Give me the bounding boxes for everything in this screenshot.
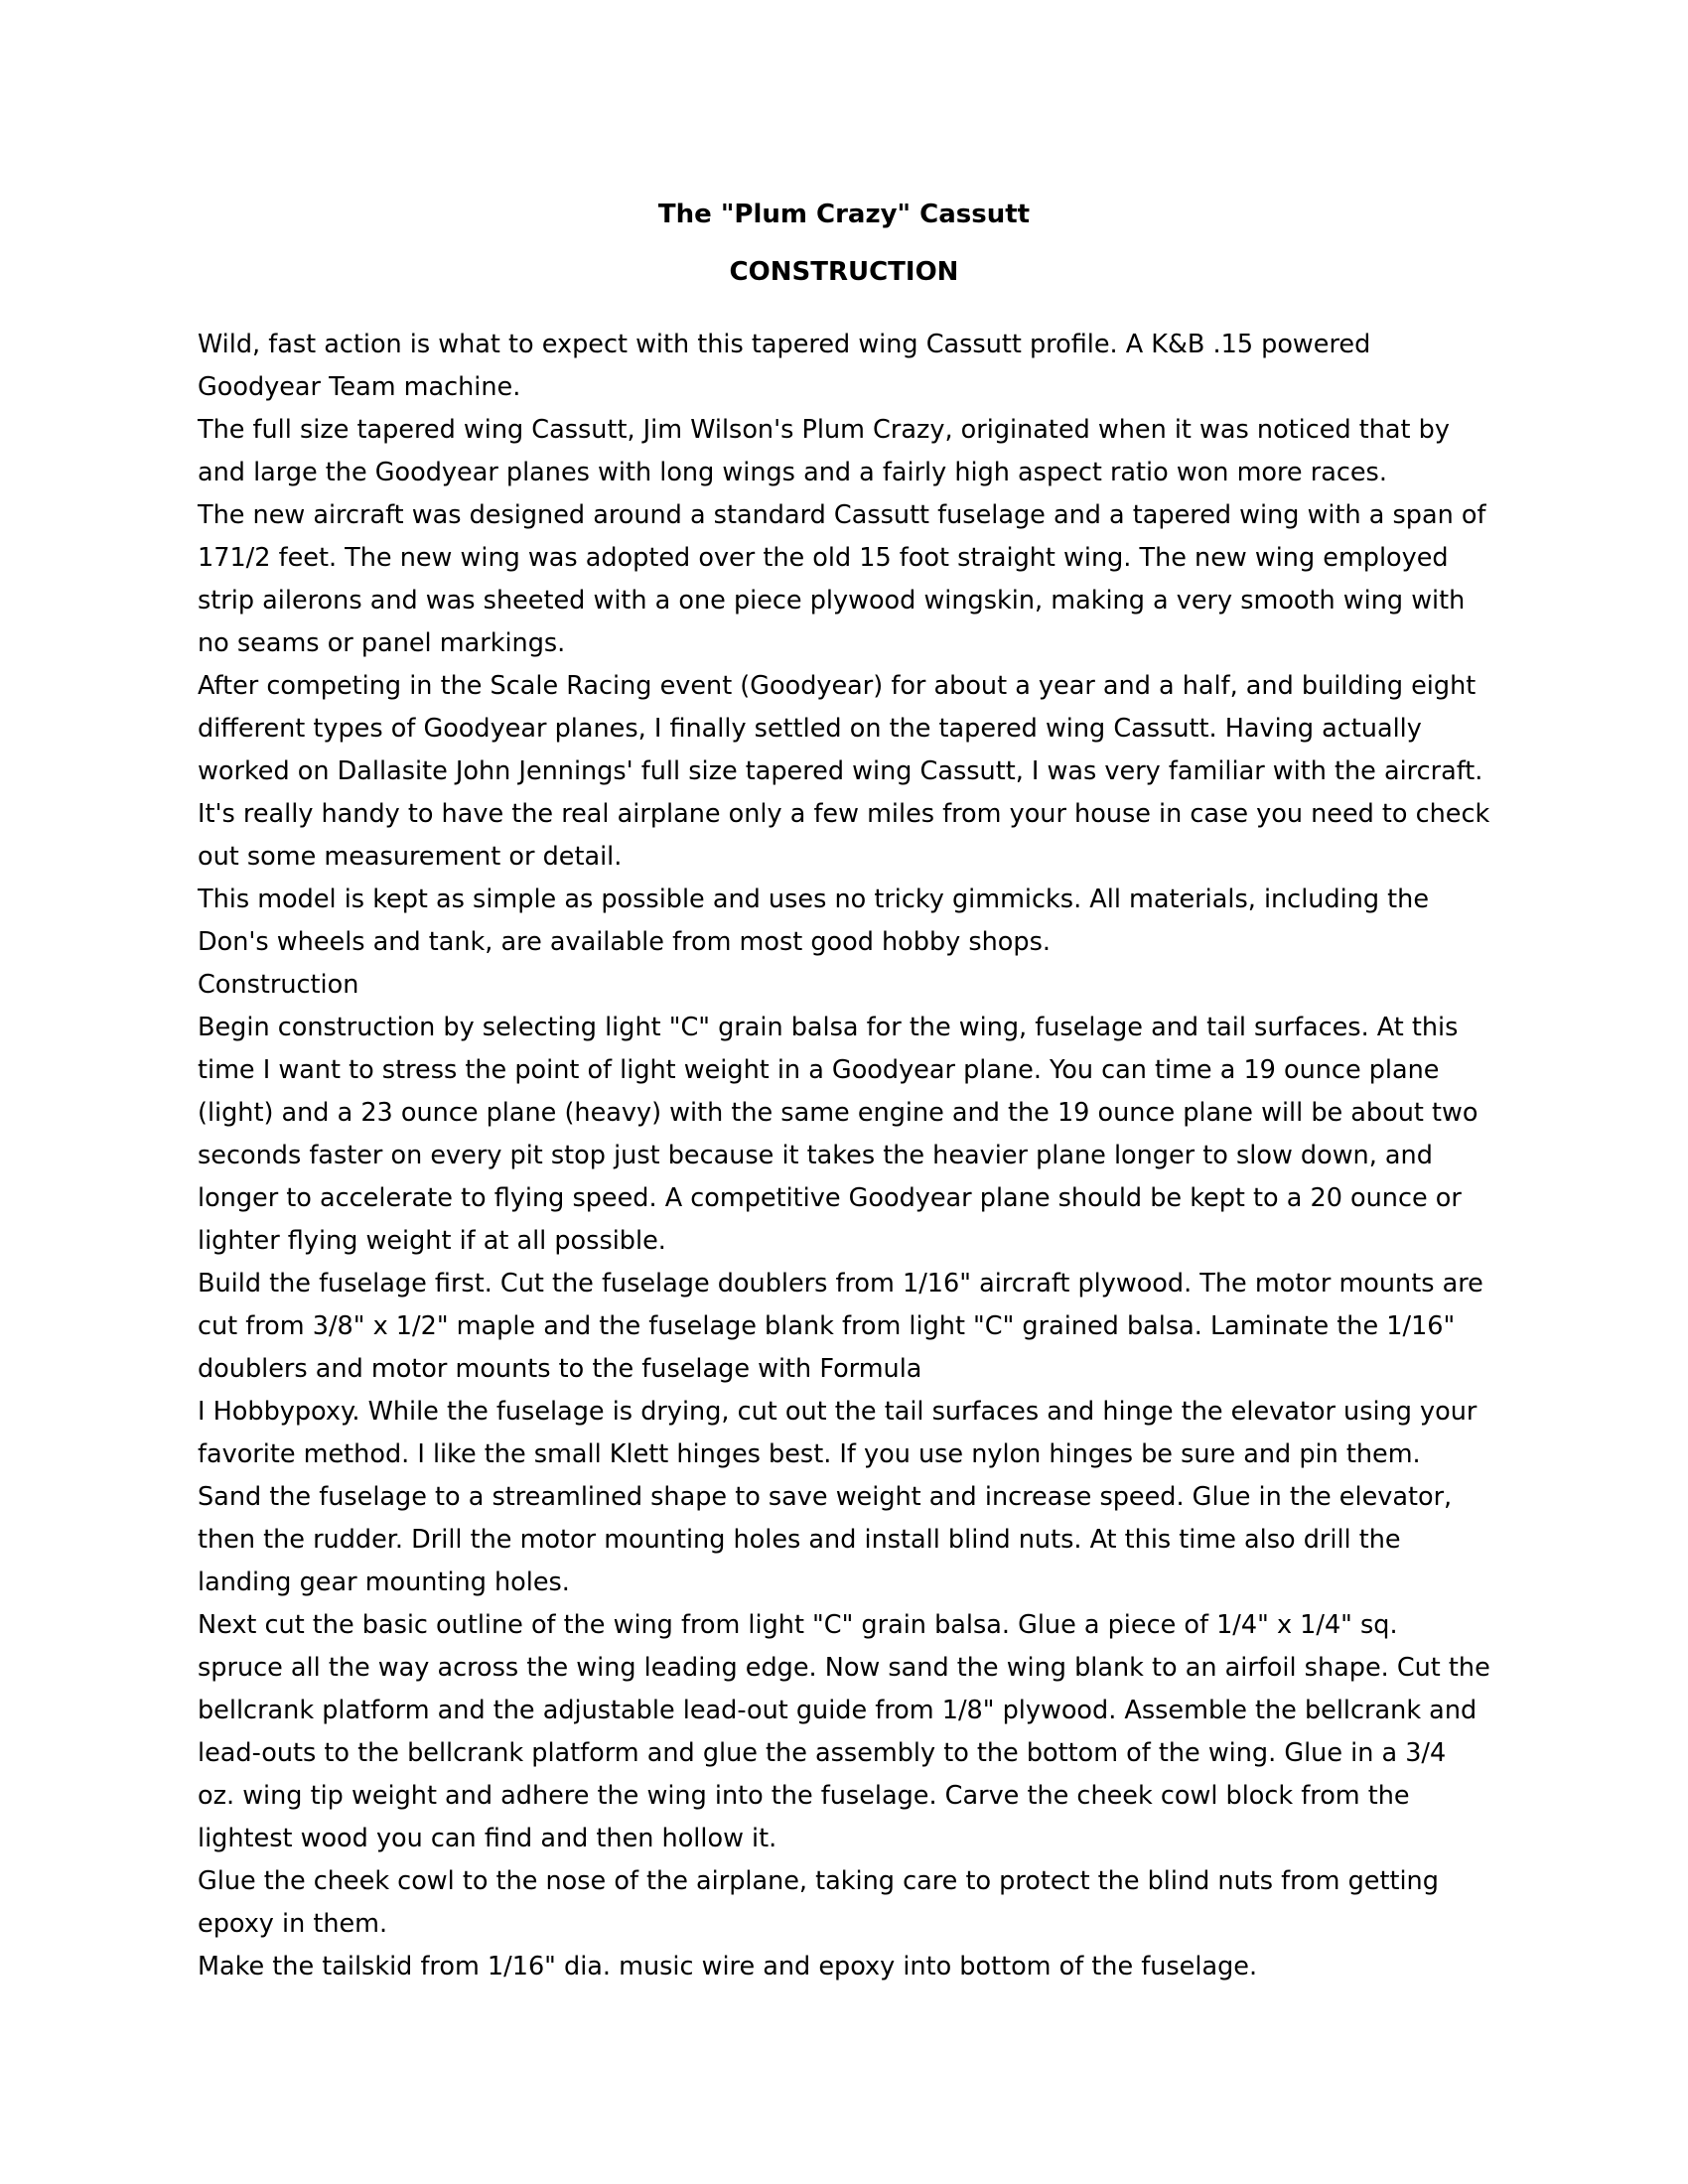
paragraph-origin: The full size tapered wing Cassutt, Jim Wilson's Plum Crazy, originated when it was noticed that by and large the Goodyear planes with long wings and a fairly high aspect ratio won more races. [198, 415, 1450, 487]
paragraph-tailskid: Make the tailskid from 1/16" dia. music wire and epoxy into bottom of the fuselage. [198, 1952, 1258, 1981]
paragraph-intro: Wild, fast action is what to expect with this tapered wing Cassutt profile. A K&B .15 powered Goodyear Team machine. [198, 330, 1371, 402]
paragraph-sanding: Sand the fuselage to a streamlined shape to save weight and increase speed. Glue in the elevator, then the rudder. Drill the motor mounting holes and install blind nuts. At this time also drill the landing gear mounting holes. [198, 1482, 1453, 1597]
paragraph-design: The new aircraft was designed around a standard Cassutt fuselage and a tapered wing with a span of 171/2 feet. The new wing was adopted over the old 15 foot straight wing. The new wing employed strip ailerons and was sheeted with a one piece plywood wingskin, making a very smooth wing with no seams or panel markings. [198, 500, 1486, 658]
document-title: The "Plum Crazy" Cassutt [657, 200, 1031, 229]
paragraph-cheek-cowl: Glue the cheek cowl to the nose of the airplane, taking care to protect the blind nuts from getting epoxy in them. [198, 1866, 1439, 1939]
paragraph-materials: This model is kept as simple as possible and uses no tricky gimmicks. All materials, including the Don's wheels and tank, are available from most good hobby shops. [198, 885, 1430, 957]
document-subtitle: CONSTRUCTION [729, 257, 959, 287]
paragraph-background: After competing in the Scale Racing event (Goodyear) for about a year and a half, and building eight different types of Goodyear planes, I finally settled on the tapered wing Cassutt. Having actually worked on Dallasite John Jennings' full size tapered wing Cassutt, I was very familiar with the aircraft. It's really handy to have the real airplane only a few miles from your house in case you need to check out some measurement or detail. [198, 671, 1490, 872]
paragraph-balsa-selection: Begin construction by selecting light "C" grain balsa for the wing, fuselage and tail surfaces. At this time I want to stress the point of light weight in a Goodyear plane. You can time a 19 ounce plane (light) and a 23 ounce plane (heavy) with the same engine and the 19 ounce plane will be about two seconds faster on every pit stop just because it takes the heavier plane longer to slow down, and longer to accelerate to flying speed. A competitive Goodyear plane should be kept to a 20 ounce or lighter flying weight if at all possible. [198, 1013, 1478, 1256]
section-heading-construction: Construction [198, 970, 359, 1000]
document-body [198, 324, 1490, 1988]
paragraph-wing: Next cut the basic outline of the wing from light "C" grain balsa. Glue a piece of 1/4" x 1/4" sq. spruce all the way across the wing leading edge. Now sand the wing blank to an airfoil shape. Cut the bellcrank platform and the adjustable lead-out guide from 1/8" plywood. Assemble the bellcrank and lead-outs to the bellcrank platform and glue the assembly to the bottom of the wing. Glue in a 3/4 oz. wing tip weight and adhere the wing into the fuselage. Carve the cheek cowl block from the lightest wood you can find and then hollow it. [198, 1610, 1490, 1853]
paragraph-tail-surfaces: I Hobbypoxy. While the fuselage is drying, cut out the tail surfaces and hinge the elevator using your favorite method. I like the small Klett hinges best. If you use nylon hinges be sure and pin them. [198, 1397, 1477, 1469]
paragraph-fuselage: Build the fuselage first. Cut the fuselage doublers from 1/16" aircraft plywood. The motor mounts are cut from 3/8" x 1/2" maple and the fuselage blank from light "C" grained balsa. Laminate the 1/16" doublers and motor mounts to the fuselage with Formula [198, 1269, 1483, 1384]
